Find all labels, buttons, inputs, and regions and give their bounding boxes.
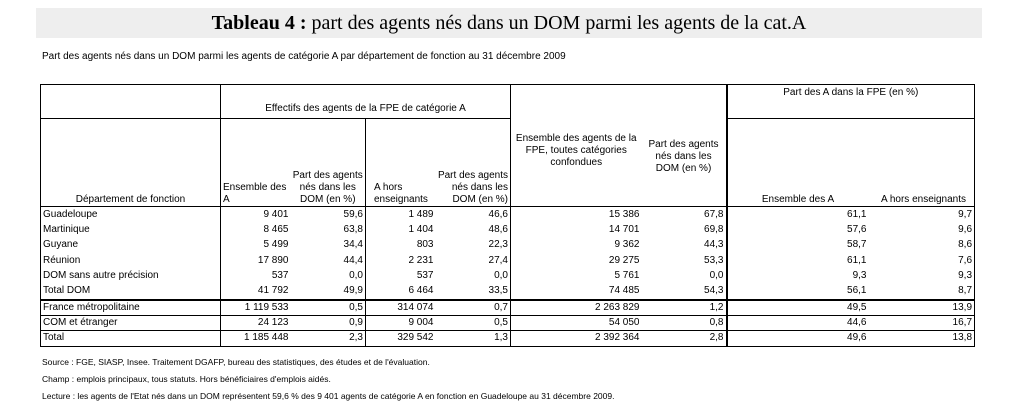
row-value: 0,5 (436, 315, 511, 331)
row-value: 49,6 (727, 331, 869, 347)
row-value: 0,0 (642, 269, 727, 285)
row-label: Guadeloupe (41, 207, 221, 223)
row-value: 537 (221, 269, 291, 285)
row-value: 0,0 (436, 269, 511, 285)
table-title-text: part des agents nés dans un DOM parmi les agents de la cat.A (306, 12, 807, 34)
row-label: Martinique (41, 222, 221, 238)
row-value: 1,3 (436, 331, 511, 347)
table-row (41, 253, 975, 269)
table-row (41, 331, 975, 347)
table-subtitle: Part des agents nés dans un DOM parmi les agents de catégorie A par département de fonction au 31 décembre 2009 (42, 51, 566, 62)
row-value: 29 275 (511, 253, 642, 269)
row-value: 24 123 (221, 315, 291, 331)
row-value: 9 362 (511, 238, 642, 254)
row-value: 13,9 (869, 300, 975, 316)
row-value: 7,6 (869, 253, 975, 269)
row-value: 537 (366, 269, 436, 285)
row-value: 1 404 (366, 222, 436, 238)
table-row (41, 300, 975, 316)
row-value: 8,6 (869, 238, 975, 254)
row-value: 49,5 (727, 300, 869, 316)
row-value: 44,4 (291, 253, 366, 269)
row-value: 2 263 829 (511, 300, 642, 316)
row-value: 27,4 (436, 253, 511, 269)
row-value: 54,3 (642, 284, 727, 300)
row-value: 16,7 (869, 315, 975, 331)
header-part-dom-fpe: Part des agents nés dans les DOM (en %) (642, 119, 727, 207)
row-value: 2 231 (366, 253, 436, 269)
header-pa-hors: A hors enseignants (869, 119, 975, 207)
row-label: France métropolitaine (41, 300, 221, 316)
row-value: 2,8 (642, 331, 727, 347)
row-value: 9,3 (727, 269, 869, 285)
row-value: 17 890 (221, 253, 291, 269)
footnote-source: Source : FGE, SIASP, Insee. Traitement DGAFP, bureau des statistiques, des études et de l'évaluation. (42, 357, 430, 367)
row-value: 44,3 (642, 238, 727, 254)
row-value: 8 465 (221, 222, 291, 238)
row-value: 49,9 (291, 284, 366, 300)
row-label: Total DOM (41, 284, 221, 300)
row-value: 8,7 (869, 284, 975, 300)
header-empty-fpe (511, 85, 727, 119)
row-value: 1 489 (366, 207, 436, 223)
row-value: 314 074 (366, 300, 436, 316)
row-value: 9,3 (869, 269, 975, 285)
table-row (41, 284, 975, 300)
row-value: 0,7 (436, 300, 511, 316)
header-part-dom-ahors: Part des agents nés dans les DOM (en %) (436, 119, 511, 207)
data-table (40, 84, 975, 347)
row-value: 0,9 (291, 315, 366, 331)
row-value: 1 185 448 (221, 331, 291, 347)
row-value: 33,5 (436, 284, 511, 300)
row-value: 0,5 (291, 300, 366, 316)
row-value: 6 464 (366, 284, 436, 300)
row-value: 329 542 (366, 331, 436, 347)
row-label: DOM sans autre précision (41, 269, 221, 285)
row-value: 69,8 (642, 222, 727, 238)
row-value: 58,7 (727, 238, 869, 254)
row-value: 803 (366, 238, 436, 254)
row-value: 59,6 (291, 207, 366, 223)
header-ens-fpe: Ensemble des agents de la FPE, toutes catégories confondues (511, 119, 642, 207)
footnote-lecture: Lecture : les agents de l'Etat nés dans un DOM représentent 59,6 % des 9 401 agents de catégorie A en fonction en Guadeloupe au 31 décembre 2009. (42, 391, 615, 401)
table-row (41, 238, 975, 254)
header-ens-a: Ensemble des A (221, 119, 291, 207)
row-label: Total (41, 331, 221, 347)
row-value: 46,6 (436, 207, 511, 223)
row-value: 5 499 (221, 238, 291, 254)
table-row (41, 315, 975, 331)
footnote-champ: Champ : emplois principaux, tous statuts. Hors bénéficiaires d'emplois aidés. (42, 374, 331, 384)
row-value: 53,3 (642, 253, 727, 269)
row-value: 9,6 (869, 222, 975, 238)
row-value: 44,6 (727, 315, 869, 331)
header-pa-ens: Ensemble des A (727, 119, 869, 207)
row-value: 67,8 (642, 207, 727, 223)
row-value: 2 392 364 (511, 331, 642, 347)
row-value: 61,1 (727, 207, 869, 223)
row-value: 13,8 (869, 331, 975, 347)
header-group-effectifs: Effectifs des agents de la FPE de catégorie A (221, 85, 511, 119)
row-value: 57,6 (727, 222, 869, 238)
table-title (36, 8, 982, 38)
row-value: 61,1 (727, 253, 869, 269)
row-value: 5 761 (511, 269, 642, 285)
table-row (41, 207, 975, 223)
row-value: 0,0 (291, 269, 366, 285)
row-value: 41 792 (221, 284, 291, 300)
row-value: 15 386 (511, 207, 642, 223)
row-value: 9 401 (221, 207, 291, 223)
row-label: Réunion (41, 253, 221, 269)
table-row (41, 222, 975, 238)
row-value: 1 119 533 (221, 300, 291, 316)
row-value: 14 701 (511, 222, 642, 238)
header-part-dom-a: Part des agents nés dans les DOM (en %) (291, 119, 366, 207)
row-value: 0,8 (642, 315, 727, 331)
row-value: 48,6 (436, 222, 511, 238)
row-label: Guyane (41, 238, 221, 254)
row-value: 74 485 (511, 284, 642, 300)
row-value: 2,3 (291, 331, 366, 347)
header-dept: Département de fonction (41, 119, 221, 207)
header-empty-cell (41, 85, 221, 119)
row-value: 1,2 (642, 300, 727, 316)
table-title-number: Tableau 4 : (211, 12, 307, 34)
row-label: COM et étranger (41, 315, 221, 331)
header-a-hors: A hors enseignants (366, 119, 436, 207)
row-value: 34,4 (291, 238, 366, 254)
row-value: 9,7 (869, 207, 975, 223)
row-value: 63,8 (291, 222, 366, 238)
row-value: 54 050 (511, 315, 642, 331)
table-row (41, 269, 975, 285)
row-value: 56,1 (727, 284, 869, 300)
header-group-part-a: Part des A dans la FPE (en %) (727, 85, 975, 119)
row-value: 22,3 (436, 238, 511, 254)
row-value: 9 004 (366, 315, 436, 331)
